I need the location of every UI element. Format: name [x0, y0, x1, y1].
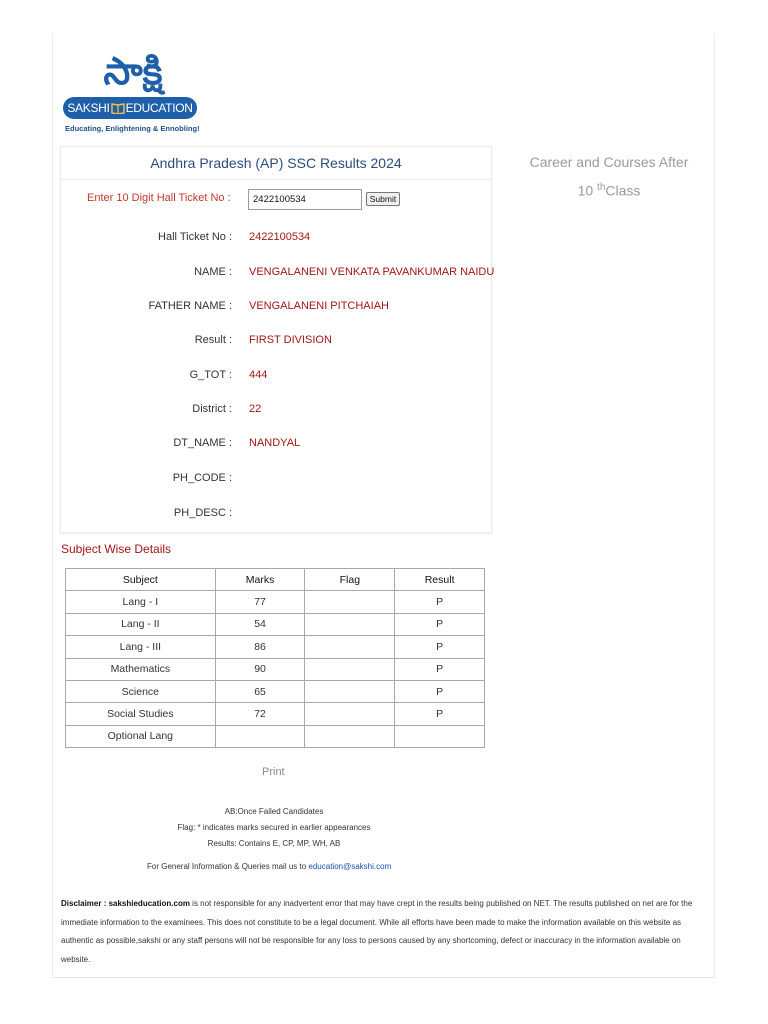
- district-label: District :: [192, 403, 232, 415]
- flag-cell: [305, 703, 395, 725]
- table-row: [66, 658, 485, 680]
- result-cell: P: [395, 613, 485, 635]
- column-header-result: Result: [395, 569, 485, 591]
- result-cell: P: [395, 703, 485, 725]
- note-ab: AB:Once Failed Candidates: [224, 807, 324, 816]
- father-name-label: FATHER NAME :: [148, 300, 232, 312]
- marks-cell: 90: [215, 658, 305, 680]
- name-value: VENGALANENI VENKATA PAVANKUMAR NAIDU: [249, 266, 495, 278]
- note-flag: Flag: * indicates marks secured in earlier appearances: [177, 823, 371, 832]
- subject-cell: Optional Lang: [66, 725, 216, 747]
- marks-cell: 65: [215, 680, 305, 702]
- logo-tagline: Educating, Enlightening & Ennobling!: [65, 124, 200, 133]
- sidebar-career-heading[interactable]: [520, 150, 698, 204]
- result-value: FIRST DIVISION: [249, 334, 332, 346]
- hall-ticket-value: 2422100534: [249, 231, 311, 243]
- result-cell: P: [395, 658, 485, 680]
- father-name-value: VENGALANENI PITCHAIAH: [249, 300, 389, 312]
- note-results: Results: Contains E, CP, MP, WH, AB: [207, 839, 341, 848]
- dt-name-label: DT_NAME :: [173, 437, 232, 449]
- disclaimer-label: Disclaimer : sakshieducation.com: [61, 899, 190, 908]
- sidebar-title-sup: th: [597, 182, 606, 193]
- logo-name-bar: [63, 97, 197, 119]
- flag-cell: [305, 680, 395, 702]
- result-label: Result :: [194, 334, 232, 346]
- svg-text:సాక్షి: సాక్షి: [103, 49, 163, 93]
- g-tot-value: 444: [249, 369, 268, 381]
- dt-name-value: NANDYAL: [249, 437, 301, 449]
- mail-prefix: For General Information & Queries mail us to: [147, 862, 309, 871]
- subject-marks-table: [65, 568, 485, 748]
- submit-button[interactable]: Submit: [366, 192, 400, 206]
- logo-name-left: SAKSHI: [67, 101, 110, 115]
- subject-wise-heading: Subject Wise Details: [61, 542, 172, 556]
- column-header-flag: Flag: [305, 569, 395, 591]
- subject-cell: Lang - I: [66, 591, 216, 613]
- sakshi-education-logo[interactable]: [63, 44, 203, 136]
- flag-cell: [305, 725, 395, 747]
- marks-cell: 77: [215, 591, 305, 613]
- sidebar-title-part1: Career and Courses After: [529, 154, 689, 170]
- sidebar-title-part2: Class: [605, 182, 641, 199]
- table-row: [66, 703, 485, 725]
- hall-ticket-prompt: Enter 10 Digit Hall Ticket No :: [87, 192, 231, 204]
- flag-cell: [305, 658, 395, 680]
- ph-desc-label: PH_DESC :: [173, 507, 232, 519]
- disclaimer-text: is not responsible for any inadvertent error that may have crept in the results being published on NET. The results published on net are for the immediate information to the examinees. This does not constitute to be a legal document. While all efforts have been made to make the information available on this website as authentic as possible,sakshi or any staff persons will not be responsible for any loss to persons caused by any shortcoming, defect or inaccuracy in the information available on website.: [61, 899, 693, 964]
- column-header-marks: Marks: [215, 569, 305, 591]
- subject-cell: Science: [66, 680, 216, 702]
- table-row: [66, 591, 485, 613]
- result-cell: [395, 725, 485, 747]
- subject-cell: Mathematics: [66, 658, 216, 680]
- flag-cell: [305, 591, 395, 613]
- marks-cell: 72: [215, 703, 305, 725]
- table-row: [66, 680, 485, 702]
- result-cell: P: [395, 591, 485, 613]
- book-icon: [111, 99, 125, 111]
- table-header-row: [66, 569, 485, 591]
- subject-cell: Lang - II: [66, 613, 216, 635]
- sakshi-telugu-wordmark: [77, 44, 189, 96]
- flag-cell: [305, 636, 395, 658]
- g-tot-label: G_TOT :: [189, 369, 232, 381]
- result-cell: P: [395, 636, 485, 658]
- marks-cell: 86: [215, 636, 305, 658]
- hall-ticket-input[interactable]: [248, 189, 362, 210]
- hall-ticket-label: Hall Ticket No :: [158, 231, 232, 243]
- table-row: [66, 613, 485, 635]
- flag-cell: [305, 613, 395, 635]
- logo-name-right: EDUCATION: [125, 101, 193, 115]
- column-header-subject: Subject: [66, 569, 216, 591]
- district-value: 22: [249, 403, 262, 415]
- result-cell: P: [395, 680, 485, 702]
- sidebar-title-num: 10: [577, 182, 594, 199]
- results-card-title: Andhra Pradesh (AP) SSC Results 2024: [61, 147, 491, 180]
- marks-cell: [215, 725, 305, 747]
- name-label: NAME :: [194, 266, 232, 278]
- mail-info: [147, 862, 391, 871]
- ph-code-label: PH_CODE :: [172, 472, 232, 484]
- subject-cell: Lang - III: [66, 636, 216, 658]
- subject-cell: Social Studies: [66, 703, 216, 725]
- marks-cell: 54: [215, 613, 305, 635]
- table-row: [66, 725, 485, 747]
- table-row: [66, 636, 485, 658]
- disclaimer: [61, 895, 701, 969]
- mail-link[interactable]: education@sakshi.com: [308, 862, 392, 871]
- print-link[interactable]: Print: [262, 766, 285, 778]
